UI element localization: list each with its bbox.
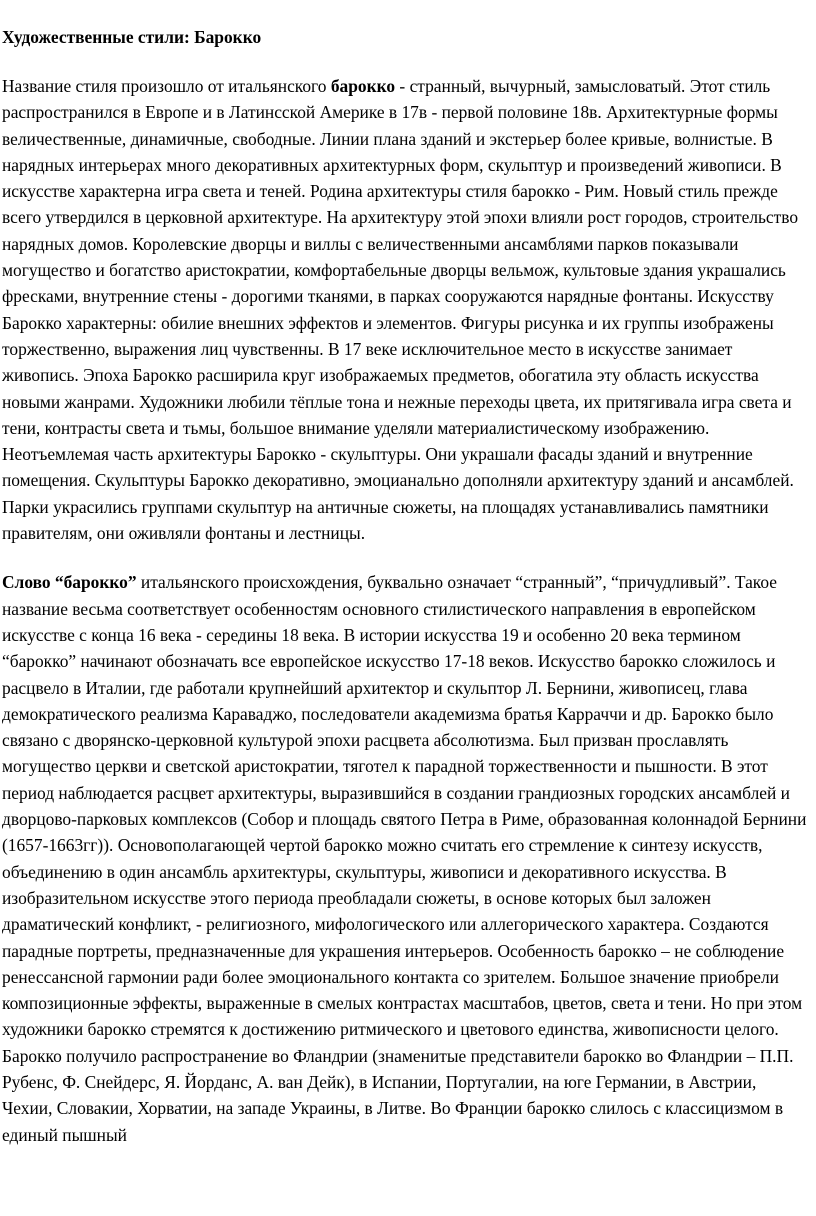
paragraph-2-bold-term: Слово “барокко” xyxy=(2,572,137,593)
paragraph-1-bold-term: барокко xyxy=(330,76,396,96)
paragraph-1-body: - странный, вычурный, замысловатый. Этот стиль распространился в Европе и в Латинсской Америке в 17в - первой половине 18в. Архитектурные формы величественные, динамичные, свободные. Линии плана зданий и экстерьер более кривые, волнистые. В нарядных интерьерах много декоративных архитектурных форм, скульптур и произведений живописи. В искусстве характерна игра света и теней. Родина архитектуры стиля барокко - Рим. Новый стиль прежде всего утвердился в церковной архитектуре. На архитектуру этой эпохи влияли рост городов, строительство нарядных домов. Королевские дворцы и виллы с величественными ансамблями парков показывали могущество и богатство аристократии, комфортабельные дворцы вельмож, культовые здания украшались фресками, внутренние стены - дорогими тканями, в парках сооружаются нарядные фонтаны. Искусству Барокко характерны: обилие внешних эффектов и элементов. Фигуры рисунка и их группы изображены торжественно, выражения лиц чувственны. В 17 веке исключительное место в искусстве занимает живопись. Эпоха Барокко расширила круг изображаемых предметов, обогатила эту область искусства новыми жанрами. Художники любили тёплые тона и нежные переходы цвета, их притягивала игра света и тени, контрасты света и тьмы, большое внимание уделяли материалистическому изображению. Неотъемлемая часть архитектуры Барокко - скульптуры. Они украшали фасады зданий и внутренние помещения. Скульптуры Барокко декоративно, эмоцианально дополняли архитектуру зданий и ансамблей. Парки украсились группами скульптур на античные сюжеты, на площадях устанавливались памятники правителям, они оживляли фонтаны и лестницы. xyxy=(2,76,799,544)
paragraph-2-body: итальянского происхождения, буквально означает “странный”, “причудливый”. Такое название весьма соответствует особенностям основного стилистического направления в европейском искусстве с конца 16 века - середины 18 века. В истории искусства 19 и особенно 20 века термином “барокко” начинают обозначать все европейское искусство 17-18 веков. Искусство барокко сложилось и расцвело в Италии, где работали крупнейший архитектор и скульптор Л. Бернини, живописец, глава демократического реализма Караваджо, последователи академизма братья Карраччи и др. Барокко было связано с дворянско-церковной культурой эпохи расцвета абсолютизма. Был призван прославлять могущество церкви и светской аристократии, тяготел к парадной торжественности и пышности. В этот период наблюдается расцвет архитектуры, выразившийся в создании грандиозных городских ансамблей и дворцово-парковых комплексов (Собор и площадь святого Петра в Риме, образованная колоннадой Бернини (1657-1663гг)). Основополагающей чертой барокко можно считать его стремление к синтезу искусств, объединению в один ансамбль архитектуры, скульптуры, живописи и декоративного искусства. В изобразительном искусстве этого периода преобладали сюжеты, в основе которых был заложен драматический конфликт, - религиозного, мифологического или аллегорического характера. Создаются парадные портреты, предназначенные для украшения интерьеров. Особенность барокко – не соблюдение ренессансной гармонии ради более эмоционального контакта со зрителем. Большое значение приобрели композиционные эффекты, выраженные в смелых контрастах масштабов, цветов, света и тени. Но при этом художники барокко стремятся к достижению ритмического и цветового единства, живописности целого. Барокко получило распространение во Фландрии (знаменитые представители барокко во Фландрии – П.П. Рубенс, Ф. Снейдерс, Я. Йорданс, А. ван Дейк), в Испании, Португалии, на юге Германии, в Австрии, Чехии, Словакии, Хорватии, на западе Украины, в Литве. Во Франции барокко слилось с классицизмом в единый пышный xyxy=(2,572,807,1145)
paragraph-1-lead: Название стиля произошло от итальянского xyxy=(2,76,331,96)
paragraph-2 xyxy=(2,569,810,1148)
document-title: Художественные стили: Барокко xyxy=(2,27,262,47)
paragraph-1 xyxy=(2,73,810,546)
